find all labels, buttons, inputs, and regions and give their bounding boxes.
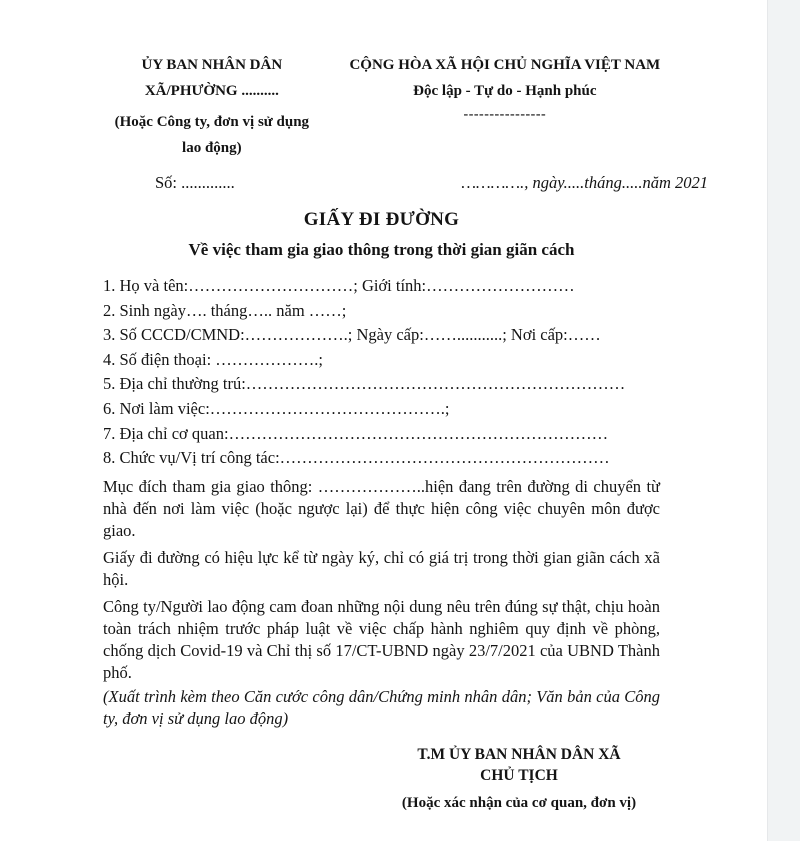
field-phone-number: 4. Số điện thoại: ……………….;: [103, 349, 323, 369]
issuer-block: [80, 52, 344, 161]
commitment-paragraph: Công ty/Người lao động cam đoan những nội dung nêu trên đúng sự thật, chịu hoàn toàn trách nhiệm trước pháp luật về việc chấp hành nghiêm quy định về phòng, chống dịch Covid-19 và Chỉ thị số 17/CT-UBND ngày 23/7/2021 của UBND Thành phố.: [103, 596, 660, 682]
field-id-number: 3. Số CCCD/CMND:……………….; Ngày cấp:……...........; Nơi cấp:……: [103, 325, 601, 345]
document-body: [0, 209, 766, 812]
document-title: GIẤY ĐI ĐƯỜNG: [303, 209, 460, 230]
date-place-line: …………., ngày.....tháng.....năm 2021: [461, 173, 708, 192]
purpose-paragraph: Mục đích tham gia giao thông: ………………..hiện đang trên đường di chuyển từ nhà đến nơi làm việc (hoặc ngược lại) để thực hiện công việc chuyên môn được giao.: [103, 476, 660, 540]
issuer-alt-note-line1: (Hoặc Công ty, đơn vị sử dụng: [114, 114, 310, 130]
national-motto: Độc lập - Tự do - Hạnh phúc: [413, 83, 597, 99]
field-workplace: 6. Nơi làm việc:…………………………………….;: [103, 398, 450, 418]
field-job-position: 8. Chức vụ/Vị trí công tác:……………………………………………………: [103, 448, 610, 468]
document-header: [0, 52, 766, 161]
field-full-name: 1. Họ và tên:…………………………; Giới tính:………………………: [103, 276, 575, 295]
field-office-address: 7. Địa chỉ cơ quan:……………………………………………………………: [103, 423, 609, 443]
field-residence-address: 5. Địa chỉ thường trú:……………………………………………………………: [103, 374, 626, 394]
signature-alt-note: (Hoặc xác nhận của cơ quan, đơn vị): [401, 794, 637, 811]
signature-position: CHỦ TỊCH: [480, 766, 558, 784]
document-number: Số: .............: [155, 173, 235, 192]
signature-block: [354, 744, 684, 812]
form-fields: [103, 274, 660, 471]
issuer-alt-note-line2: lao động): [182, 140, 242, 156]
signature-authority: T.M ỦY BAN NHÂN DÂN XÃ: [417, 745, 621, 763]
viewer-background-strip: [767, 0, 800, 841]
document-subtitle: Về việc tham gia giao thông trong thời gian giãn cách: [188, 240, 575, 259]
issuer-unit: XÃ/PHƯỜNG ..........: [144, 83, 279, 99]
validity-paragraph: Giấy đi đường có hiệu lực kể từ ngày ký, chỉ có giá trị trong thời gian giãn cách xã hội.: [103, 547, 660, 589]
meta-row: [0, 173, 766, 193]
field-birth-date: 2. Sinh ngày…. tháng….. năm ……;: [103, 300, 347, 320]
national-block: [344, 52, 666, 161]
national-title: CỘNG HÒA XÃ HỘI CHỦ NGHĨA VIỆT NAM: [349, 57, 661, 73]
motto-separator: ----------------: [463, 107, 547, 122]
attachment-note: (Xuất trình kèm theo Căn cước công dân/Chứng minh nhân dân; Văn bản của Công ty, đơn vị sử dụng lao động): [103, 686, 660, 728]
issuer-name: ỦY BAN NHÂN DÂN: [141, 57, 283, 73]
